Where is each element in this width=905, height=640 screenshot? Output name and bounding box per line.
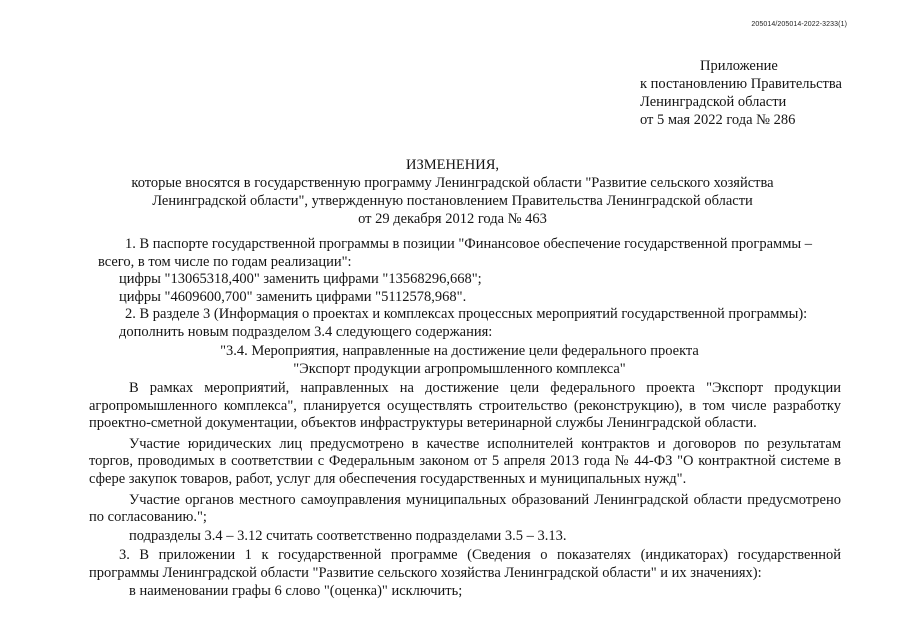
item-3-change-a: в наименовании графы 6 слово "(оценка)" исключить;: [129, 582, 463, 599]
subsection-title-line-2: "Экспорт продукции агропромышленного комплекса": [293, 360, 626, 377]
document-title: [0, 156, 905, 228]
appendix-line-2: к постановлению Правительства: [640, 76, 842, 92]
item-2-line-1: 2. В разделе 3 (Информация о проектах и комплексах процессных мероприятий государственной программы):: [125, 306, 808, 322]
item-2-renumber: подразделы 3.4 – 3.12 считать соответственно подразделами 3.5 – 3.13.: [129, 527, 567, 544]
paragraph-3: Участие органов местного самоуправления муниципальных образований Ленинградской области предусмотрено по согласованию.";: [89, 491, 841, 526]
title-line-2: Ленинградской области", утвержденную постановлением Правительства Ленинградской области: [152, 193, 753, 209]
appendix-line-4: от 5 мая 2022 года № 286: [640, 112, 796, 128]
paragraph-1: В рамках мероприятий, направленных на достижение цели федерального проекта "Экспорт продукции агропромышленного комплекса", планируется осуществлять строительство (реконструкцию), в том числе разработку проектно-сметной документации, объектов инфраструктуры ветеринарной службы Ленинградской области.: [89, 380, 841, 432]
subsection-body: [89, 380, 841, 600]
title-heading: ИЗМЕНЕНИЯ,: [405, 157, 500, 173]
document-code: 205014/205014-2022-3233(1): [751, 21, 847, 28]
item-1-line-1: 1. В паспорте государственной программы в позиции "Финансовое обеспечение государственной программы –: [125, 236, 812, 252]
item-1-line-2: всего, в том числе по годам реализации":: [98, 253, 352, 270]
subsection-title: [98, 343, 841, 378]
item-2-line-2: дополнить новым подразделом 3.4 следующего содержания:: [119, 323, 493, 340]
item-1: [98, 236, 841, 306]
item-1-change-a: цифры "13065318,400" заменить цифрами "13568296,668";: [119, 271, 482, 288]
paragraph-2: Участие юридических лиц предусмотрено в качестве исполнителей контрактов и договоров по результатам торгов, проводимых в соответствии с Федеральным законом от 5 апреля 2013 года № 44-ФЗ "О контрактной системе в сфере закупок товаров, работ, услуг для обеспечения государственных и муниципальных нужд".: [89, 435, 841, 487]
appendix-line-1: Приложение: [700, 58, 778, 74]
appendix-header: [640, 57, 842, 129]
title-line-3: от 29 декабря 2012 года № 463: [358, 211, 547, 227]
item-3: 3. В приложении 1 к государственной программе (Сведения о показателях (индикаторах) государственной программы Ленинградской области "Развитие сельского хозяйства Ленинградской области" и их значениях):: [89, 547, 841, 581]
appendix-line-3: Ленинградской области: [640, 94, 787, 110]
title-line-1: которые вносятся в государственную программу Ленинградской области "Развитие сельского хозяйства: [131, 175, 774, 191]
subsection-title-line-1: "3.4. Мероприятия, направленные на достижение цели федерального проекта: [220, 343, 699, 359]
item-1-change-b: цифры "4609600,700" заменить цифрами "5112578,968".: [119, 288, 467, 305]
item-2: [119, 306, 841, 341]
